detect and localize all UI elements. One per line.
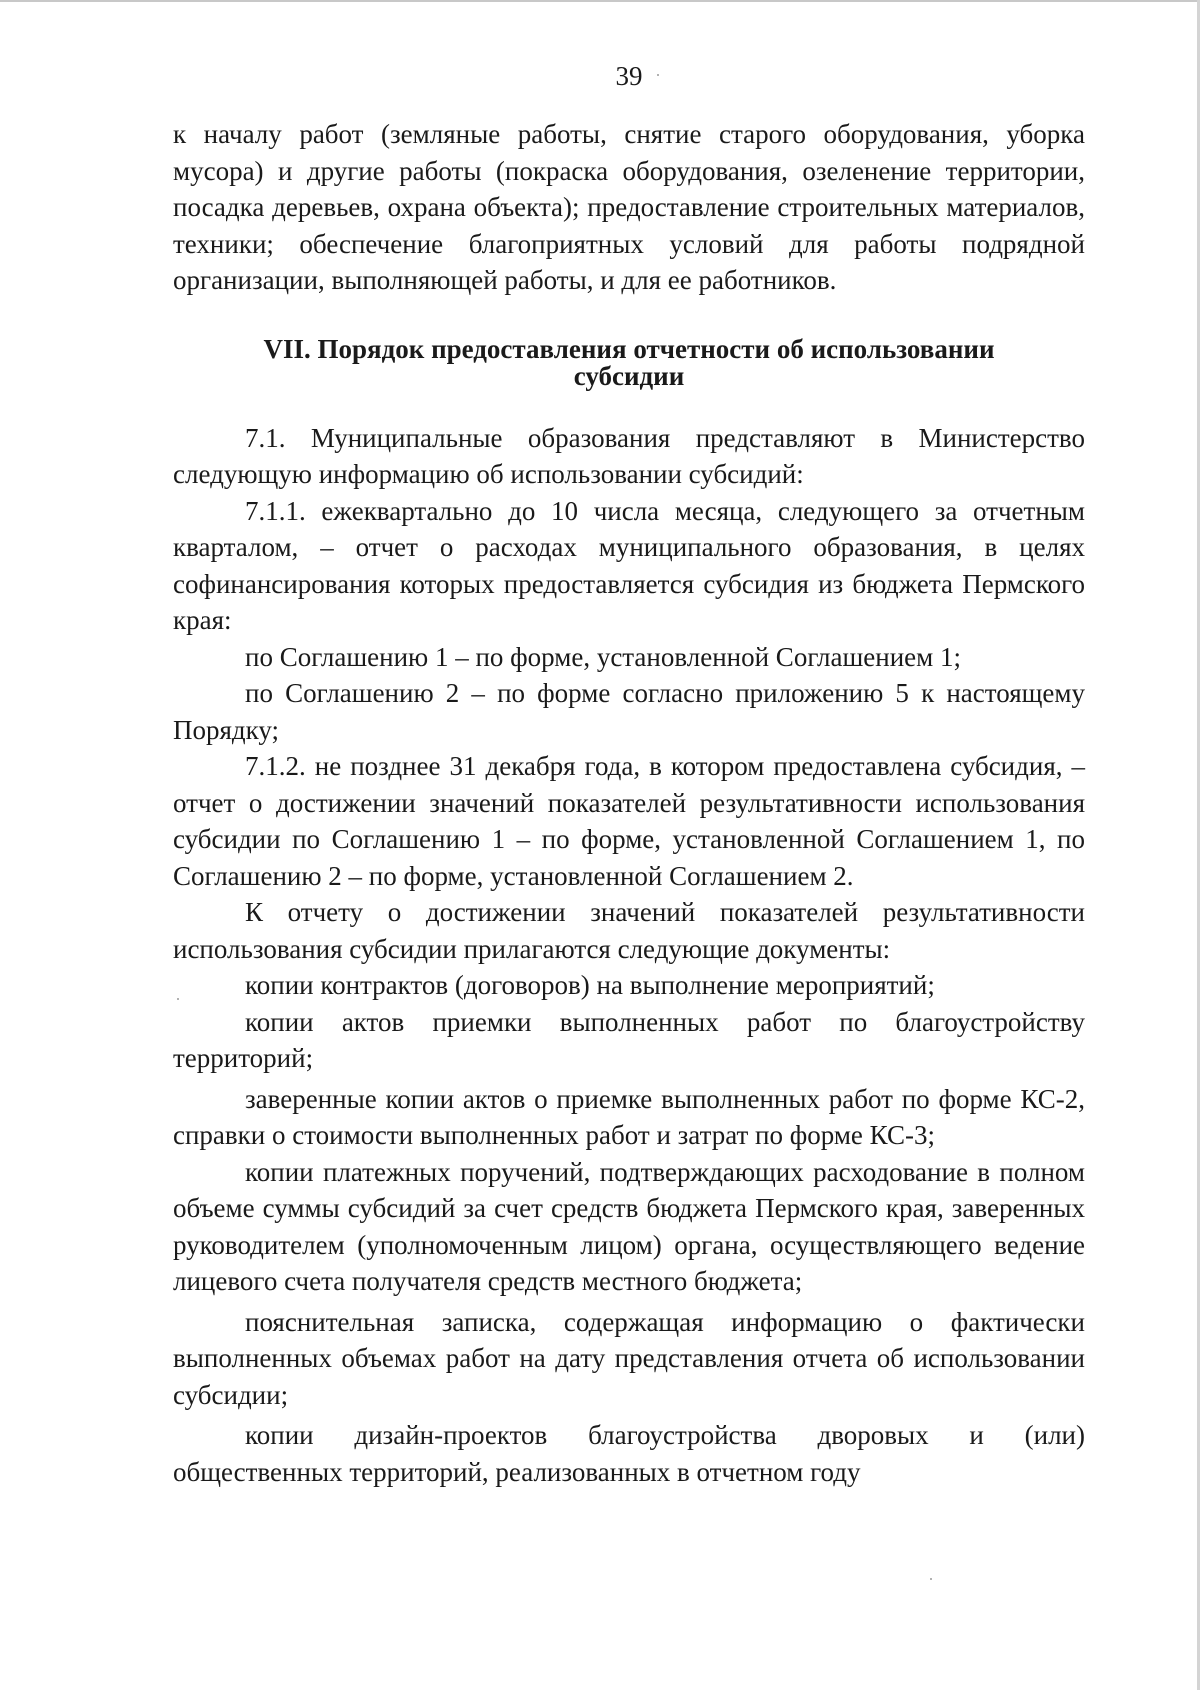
intro-paragraph: к началу работ (земляные работы, снятие старого оборудования, уборка мусора) и другие работы (покраска оборудования, озеленение территории, посадка деревьев, охрана объекта); предоставление строительных материалов, техники; обеспечение благоприятных условий для работы подрядной организации, выполняющей работы, и для ее работников. — [173, 119, 1085, 295]
section-title-line-2: субсидии — [573, 360, 685, 391]
paragraph-report-attachments: К отчету о достижении значений показателей результативности использования субсидии прилагаются следующие документы: — [173, 897, 1085, 964]
paragraph-agreement-2: по Соглашению 2 – по форме согласно приложению 5 к настоящему Порядку; — [173, 678, 1085, 745]
list-item-explanatory-note: пояснительная записка, содержащая информацию о фактически выполненных объемах работ на дату представления отчета об использовании субсидии; — [173, 1306, 1085, 1410]
paragraph-agreement-1: по Соглашению 1 – по форме, установленной Соглашением 1; — [245, 641, 961, 672]
list-item-contracts: копии контрактов (договоров) на выполнение мероприятий; — [245, 970, 935, 1000]
paragraph-7-1: 7.1. Муниципальные образования представляют в Министерство следующую информацию об использовании субсидий: — [173, 422, 1085, 489]
section-title-line-1: VII. Порядок предоставления отчетности об использовании — [263, 333, 995, 364]
list-item-acceptance-acts: копии актов приемки выполненных работ по благоустройству территорий; — [173, 1006, 1085, 1073]
list-item-payment-orders: копии платежных поручений, подтверждающих расходование в полном объеме суммы субсидий за счет средств бюджета Пермского края, заверенных руководителем (уполномоченным лицом) органа, осуществляющего ведение лицевого счета получателя средств местного бюджета; — [173, 1156, 1085, 1296]
list-item-ks-forms: заверенные копии актов о приемке выполненных работ по форме КС-2, справки о стоимости выполненных работ и затрат по форме КС-3; — [173, 1083, 1085, 1150]
scan-speck — [177, 998, 179, 1000]
paragraph-7-1-2: 7.1.2. не позднее 31 декабря года, в котором предоставлена субсидия, – отчет о достижении значений показателей результативности использования субсидии по Соглашению 1 – по форме, установленной Соглашением 1, по Соглашению 2 – по форме, установленной Соглашением 2. — [173, 751, 1085, 891]
scan-speck — [657, 74, 659, 76]
scan-speck — [930, 1578, 932, 1580]
paragraph-7-1-1: 7.1.1. ежеквартально до 10 числа месяца, следующего за отчетным кварталом, – отчет о расходах муниципального образования, в целях софинансирования которых предоставляется субсидия из бюджета Пермского края: — [173, 495, 1085, 635]
page-number: 39 — [615, 61, 643, 91]
document-page — [173, 58, 1085, 1490]
scan-edge-top — [0, 0, 1200, 2]
list-item-design-projects: копии дизайн-проектов благоустройства дворовых и (или) общественных территорий, реализованных в отчетном году — [173, 1420, 1085, 1487]
section-heading — [173, 333, 1085, 391]
